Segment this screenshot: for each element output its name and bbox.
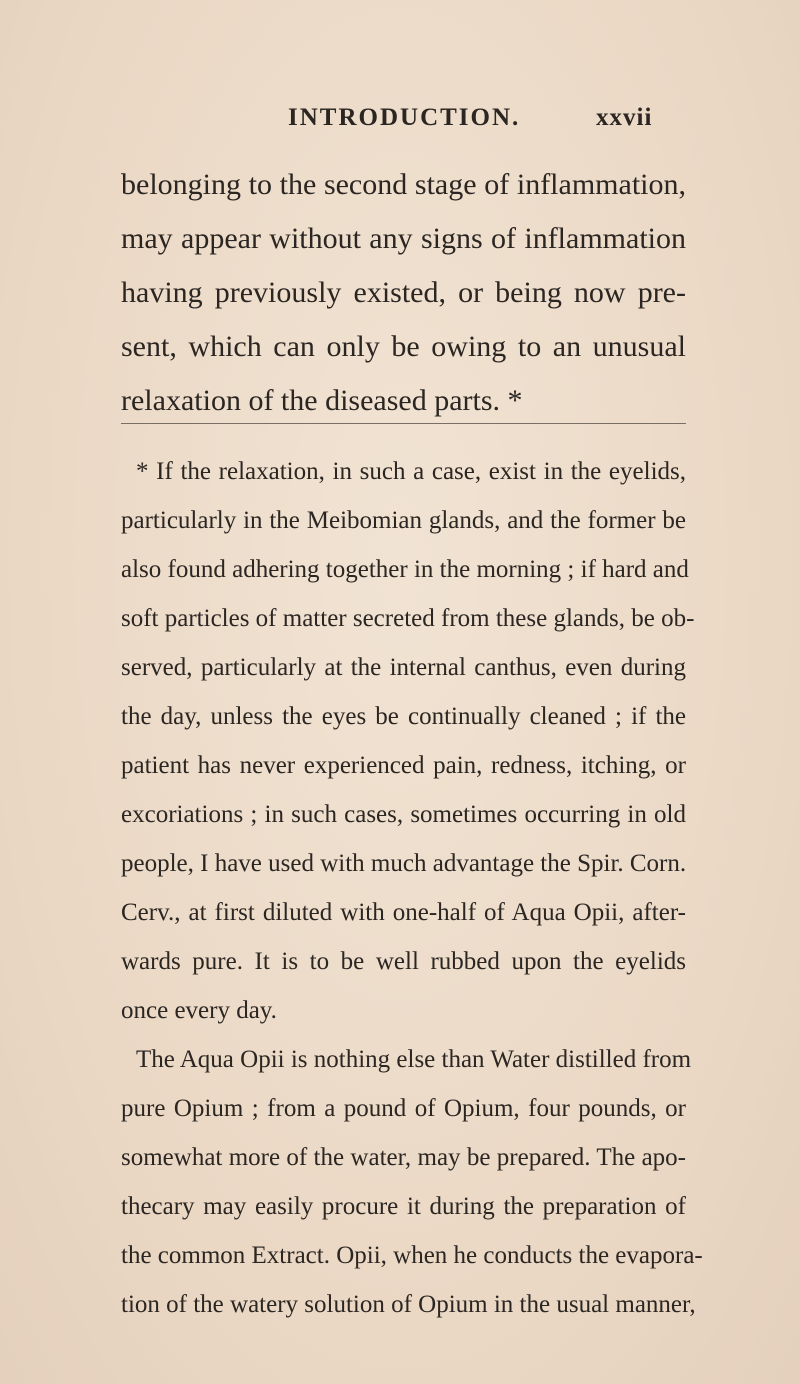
body-line: relaxation of the diseased parts. * — [121, 384, 523, 417]
footnote-line: soft particles of matter secreted from these glands, be ob- — [121, 605, 695, 632]
footnote-divider — [121, 423, 686, 424]
footnote-line: served, particularly at the internal canthus, even during — [121, 654, 686, 681]
footnote-line: patient has never experienced pain, redness, itching, or — [121, 752, 686, 779]
footnote-line: the day, unless the eyes be continually cleaned ; if the — [121, 703, 686, 730]
body-line: sent, which can only be owing to an unusual — [121, 330, 686, 363]
footnote-line: excoriations ; in such cases, sometimes occurring in old — [121, 801, 686, 828]
body-line: belonging to the second stage of inflammation, — [121, 168, 686, 201]
body-line: may appear without any signs of inflammation — [121, 222, 686, 255]
page-number: xxvii — [596, 104, 653, 131]
footnote-line: also found adhering together in the morning ; if hard and — [121, 556, 689, 583]
footnote-line: pure Opium ; from a pound of Opium, four pounds, or — [121, 1095, 686, 1122]
body-line: having previously existed, or being now pre- — [121, 276, 686, 309]
footnote-line: thecary may easily procure it during the preparation of — [121, 1193, 686, 1220]
body-text — [121, 158, 686, 428]
footnote-line: Cerv., at first diluted with one-half of Aqua Opii, after- — [121, 899, 686, 926]
running-title: INTRODUCTION. — [288, 104, 521, 131]
footnote-line: people, I have used with much advantage the Spir. Corn. — [121, 850, 687, 877]
running-head — [0, 100, 800, 136]
footnote-line: once every day. — [121, 997, 277, 1024]
footnote-line: somewhat more of the water, may be prepared. The apo- — [121, 1144, 686, 1171]
footnote-line: particularly in the Meibomian glands, and the former be — [121, 507, 686, 534]
footnote — [121, 447, 703, 1329]
footnote-line: wards pure. It is to be well rubbed upon the eyelids — [121, 948, 686, 975]
footnote-line: * If the relaxation, in such a case, exist in the eyelids, — [136, 458, 686, 485]
footnote-line: tion of the watery solution of Opium in the usual manner, — [121, 1291, 696, 1318]
footnote-line: the common Extract. Opii, when he conducts the evapora- — [121, 1242, 703, 1269]
footnote-line: The Aqua Opii is nothing else than Water distilled from — [136, 1046, 692, 1073]
